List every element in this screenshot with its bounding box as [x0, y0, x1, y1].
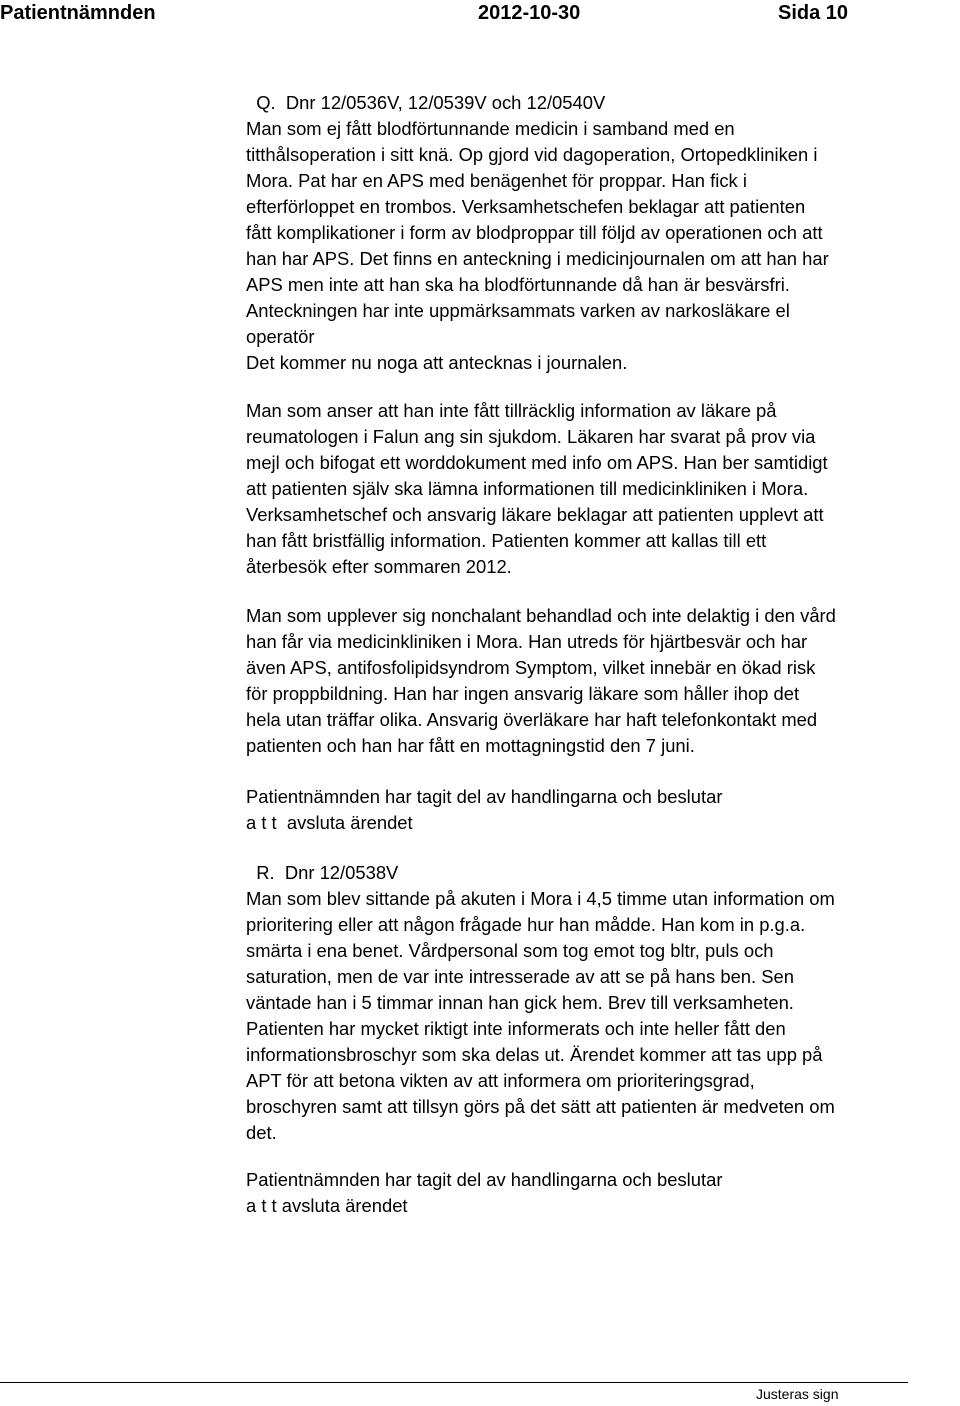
body-text-line: för proppbildning. Han har ingen ansvarig läkare som håller ihop det	[246, 683, 800, 704]
header-date: 2012-10-30	[478, 2, 581, 24]
body-text-line: Man som anser att han inte fått tillräcklig information av läkare på	[246, 400, 777, 421]
body-text-line: mejl och bifogat ett worddokument med info om APS. Han ber samtidigt	[246, 452, 828, 473]
body-text-line: hela utan träffar olika. Ansvarig överläkare har haft telefonkontakt med	[246, 709, 818, 730]
body-text-line: Mora. Pat har en APS med benägenhet för proppar. Han fick i	[246, 170, 747, 191]
decision-text-line: Patientnämnden har tagit del av handlingarna och beslutar	[246, 786, 723, 807]
body-text-line: efterförloppet en trombos. Verksamhetschefen beklagar att patienten	[246, 196, 806, 217]
case-q-heading: Q. Dnr 12/0536V, 12/0539V och 12/0540V	[246, 92, 606, 113]
paragraph-medicinkliniken	[246, 603, 960, 759]
body-text-line: operatör	[246, 326, 315, 347]
decision-paragraph-2	[246, 1167, 960, 1219]
body-text-line: Man som blev sittande på akuten i Mora i 4,5 timme utan information om	[246, 888, 835, 909]
body-text-line: APT för att betona vikten av att informera om prioriteringsgrad,	[246, 1070, 755, 1091]
body-text-line: reumatologen i Falun ang sin sjukdom. Läkaren har svarat på prov via	[246, 426, 816, 447]
footer-signature-label: Justeras sign	[756, 1386, 839, 1402]
body-text-line: han har APS. Det finns en anteckning i medicinjournalen om att han har	[246, 248, 829, 269]
body-text-line: Patienten har mycket riktigt inte informerats och inte heller fått den	[246, 1018, 786, 1039]
body-text-line: patienten och han har fått en mottagningstid den 7 juni.	[246, 735, 695, 756]
body-text-line: titthålsoperation i sitt knä. Op gjord vid dagoperation, Ortopedkliniken i	[246, 144, 818, 165]
body-text-line: Verksamhetschef och ansvarig läkare beklagar att patienten upplevt att	[246, 504, 824, 525]
body-text-line: broschyren samt att tillsyn görs på det sätt att patienten är medveten om	[246, 1096, 835, 1117]
header-page-number: Sida 10	[778, 2, 849, 24]
body-text-line: smärta i ena benet. Vårdpersonal som tog emot tog bltr, puls och	[246, 940, 774, 961]
body-text-line: det.	[246, 1122, 277, 1143]
body-text-line: återbesök efter sommaren 2012.	[246, 556, 512, 577]
paragraph-reumatologen	[246, 398, 960, 580]
body-text-line: APS men inte att han ska ha blodförtunnande då han är besvärsfri.	[246, 274, 790, 295]
case-q-section	[246, 90, 960, 376]
header-organization: Patientnämnden	[0, 2, 156, 24]
body-text-line: han fått bristfällig information. Patienten kommer att kallas till ett	[246, 530, 767, 551]
body-text-line: väntade han i 5 timmar innan han gick hem. Brev till verksamheten.	[246, 992, 794, 1013]
decision-text-line: Patientnämnden har tagit del av handlingarna och beslutar	[246, 1169, 723, 1190]
decision-text-line: a t t avsluta ärendet	[246, 812, 413, 833]
body-text-line: Anteckningen har inte uppmärksammats varken av narkosläkare el	[246, 300, 790, 321]
case-r-heading: R. Dnr 12/0538V	[246, 862, 399, 883]
body-text-line: Man som upplever sig nonchalant behandlad och inte delaktig i den vård	[246, 605, 836, 626]
body-text-line: att patienten själv ska lämna informationen till medicinkliniken i Mora.	[246, 478, 809, 499]
body-text-line: fått komplikationer i form av blodproppar till följd av operationen och att	[246, 222, 823, 243]
decision-paragraph-1	[246, 784, 960, 836]
decision-text-line: a t t avsluta ärendet	[246, 1195, 408, 1216]
body-text-line: även APS, antifosfolipidsyndrom Symptom, vilket innebär en ökad risk	[246, 657, 816, 678]
body-text-line: Det kommer nu noga att antecknas i journalen.	[246, 352, 628, 373]
body-text-line: saturation, men de var inte intresserade av att se på hans ben. Sen	[246, 966, 794, 987]
body-text-line: informationsbroschyr som ska delas ut. Ärendet kommer att tas upp på	[246, 1044, 823, 1065]
footer-signature-line	[0, 1382, 908, 1383]
body-text-line: han får via medicinkliniken i Mora. Han utreds för hjärtbesvär och har	[246, 631, 808, 652]
body-text-line: Man som ej fått blodförtunnande medicin i samband med en	[246, 118, 735, 139]
page-header	[0, 2, 960, 32]
case-r-section	[246, 860, 960, 1146]
body-text-line: prioritering eller att någon frågade hur han mådde. Han kom in p.g.a.	[246, 914, 806, 935]
